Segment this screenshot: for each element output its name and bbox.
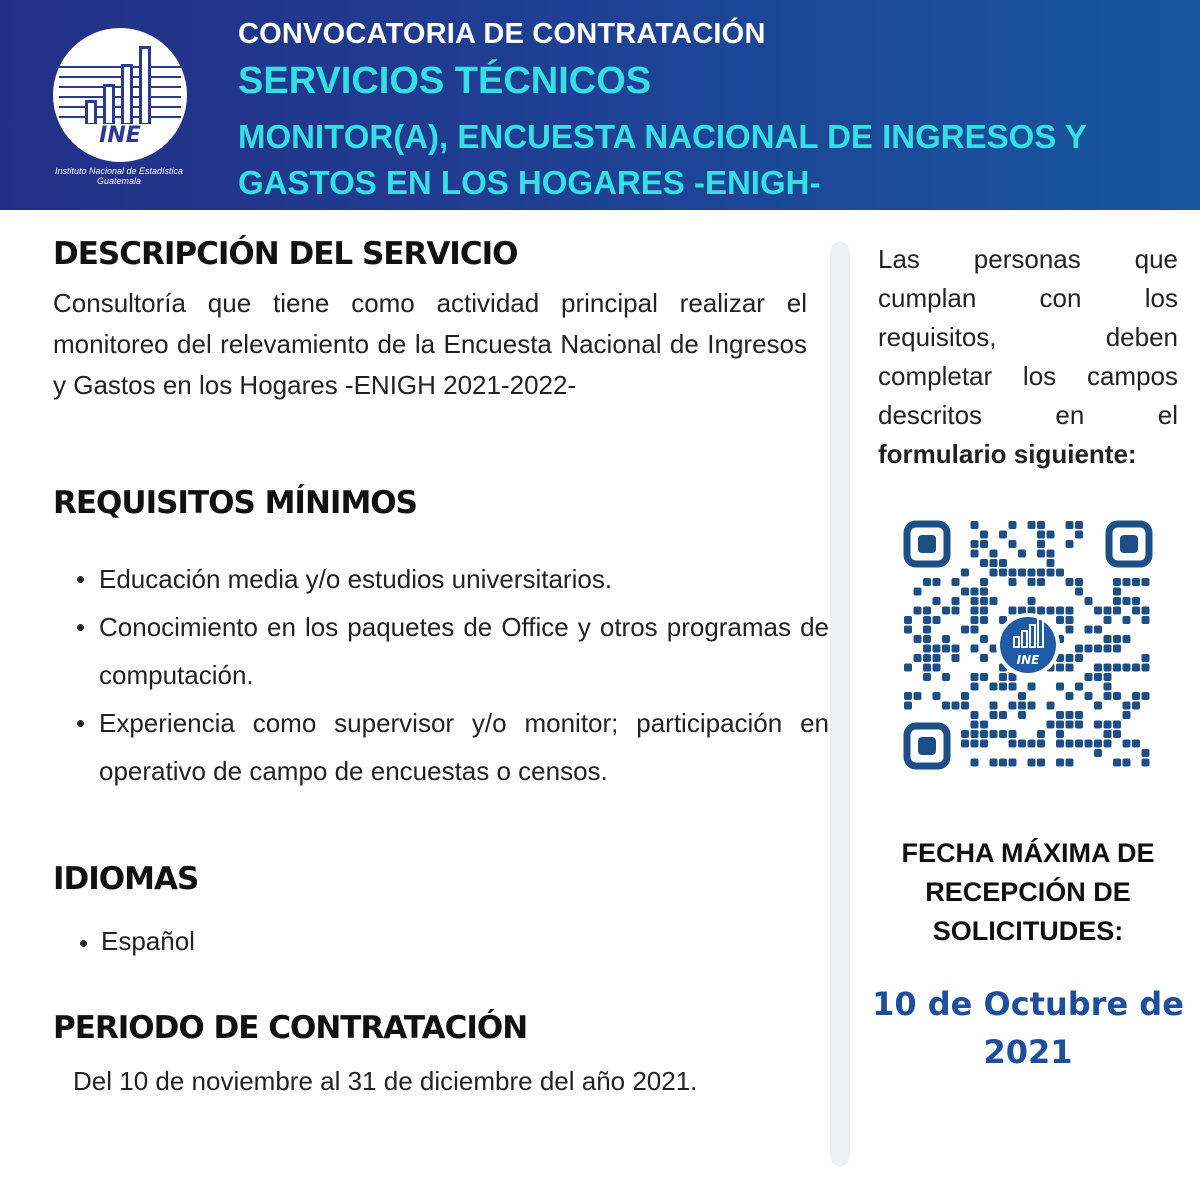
qr-module — [1113, 664, 1121, 672]
instruction-line: completar los campos — [878, 361, 1178, 391]
qr-module — [952, 654, 960, 662]
qr-module — [914, 635, 922, 643]
header-position: MONITOR(A), ENCUESTA NACIONAL DE INGRESOS Y GASTOS EN LOS HOGARES -ENIGH- — [238, 118, 1087, 201]
qr-module — [999, 559, 1007, 567]
qr-module — [1142, 664, 1150, 672]
period-title: PERIODO DE CONTRATACIÓN — [53, 1010, 528, 1046]
qr-module — [1075, 740, 1083, 748]
qr-module — [1123, 702, 1131, 710]
qr-module — [1028, 521, 1036, 529]
qr-module — [1047, 550, 1055, 558]
ine-logo — [53, 28, 187, 162]
qr-module — [1113, 730, 1121, 738]
qr-module — [980, 740, 988, 748]
qr-module — [999, 683, 1007, 691]
qr-module — [1123, 616, 1131, 624]
qr-module — [1075, 531, 1083, 539]
qr-module — [1066, 616, 1074, 624]
instruction-line: Las personas que — [878, 244, 1178, 274]
qr-module — [1113, 721, 1121, 729]
qr-module — [914, 654, 922, 662]
qr-module — [1113, 578, 1121, 586]
qr-module — [1066, 721, 1074, 729]
qr-module — [942, 645, 950, 653]
qr-module — [990, 730, 998, 738]
qr-module — [1104, 635, 1112, 643]
qr-module — [980, 559, 988, 567]
qr-module — [1037, 607, 1045, 615]
qr-module — [971, 740, 979, 748]
languages-title: IDIOMAS — [53, 861, 199, 897]
qr-module — [1085, 740, 1093, 748]
qr-module — [971, 759, 979, 767]
qr-module — [980, 531, 988, 539]
qr-module — [1066, 578, 1074, 586]
qr-module — [1009, 702, 1017, 710]
qr-module — [1075, 654, 1083, 662]
qr-module — [1123, 740, 1131, 748]
qr-module — [933, 578, 941, 586]
qr-module — [990, 683, 998, 691]
qr-module — [1037, 730, 1045, 738]
qr-module — [1018, 550, 1026, 558]
qr-module — [933, 664, 941, 672]
deadline-label: FECHA MÁXIMA DE RECEPCIÓN DE SOLICITUDES: — [901, 838, 1155, 946]
qr-module — [1009, 607, 1017, 615]
qr-module — [914, 692, 922, 700]
qr-module — [971, 597, 979, 605]
qr-module — [1132, 740, 1140, 748]
qr-module — [1066, 664, 1074, 672]
qr-module — [990, 759, 998, 767]
qr-module — [980, 588, 988, 596]
qr-module — [961, 588, 969, 596]
qr-module — [1094, 664, 1102, 672]
qr-module — [1113, 597, 1121, 605]
qr-module — [1104, 664, 1112, 672]
qr-module — [971, 645, 979, 653]
qr-module — [980, 730, 988, 738]
qr-module — [961, 626, 969, 634]
qr-module — [923, 578, 931, 586]
qr-module — [1009, 683, 1017, 691]
qr-module — [1104, 692, 1112, 700]
qr-module — [1047, 531, 1055, 539]
qr-module — [1142, 607, 1150, 615]
qr-module — [942, 607, 950, 615]
qr-module — [1142, 616, 1150, 624]
qr-module — [961, 702, 969, 710]
qr-module — [1028, 683, 1036, 691]
qr-module — [1066, 654, 1074, 662]
qr-module — [999, 730, 1007, 738]
qr-module — [999, 569, 1007, 577]
instruction-bold: formulario siguiente: — [878, 439, 1137, 469]
qr-module — [961, 740, 969, 748]
qr-module — [914, 588, 922, 596]
qr-module — [1142, 578, 1150, 586]
requirement-item: Experiencia como supervisor y/o monitor; participación en operativo de campo de encuestas o censos. — [53, 699, 829, 795]
qr-logo-text: INE — [1016, 653, 1040, 667]
qr-module — [942, 635, 950, 643]
qr-module — [1113, 635, 1121, 643]
qr-module — [1047, 702, 1055, 710]
qr-module — [990, 569, 998, 577]
qr-module — [971, 673, 979, 681]
qr-module — [1075, 578, 1083, 586]
qr-module — [923, 664, 931, 672]
qr-module — [1037, 740, 1045, 748]
qr-module — [1056, 721, 1064, 729]
qr-module — [1094, 626, 1102, 634]
qr-module — [1075, 521, 1083, 529]
qr-module — [1009, 759, 1017, 767]
qr-module — [1028, 569, 1036, 577]
qr-module — [990, 559, 998, 567]
qr-module — [1037, 550, 1045, 558]
qr-module — [1123, 759, 1131, 767]
qr-module — [961, 730, 969, 738]
qr-module — [980, 607, 988, 615]
header-title: CONVOCATORIA DE CONTRATACIÓN — [238, 18, 766, 50]
instruction-line: cumplan con los — [878, 283, 1178, 313]
deadline-date: 10 de Octubre de 2021 — [872, 985, 1184, 1071]
qr-module — [999, 531, 1007, 539]
qr-module — [1056, 607, 1064, 615]
requirement-item: Educación media y/o estudios universitarios. — [53, 555, 829, 603]
qr-module — [980, 597, 988, 605]
qr-module — [1094, 740, 1102, 748]
qr-module — [990, 550, 998, 558]
qr-module — [1132, 578, 1140, 586]
qr-module — [923, 626, 931, 634]
qr-module — [904, 626, 912, 634]
qr-module — [1066, 692, 1074, 700]
qr-module — [1113, 607, 1121, 615]
qr-module — [1104, 645, 1112, 653]
qr-module — [1094, 749, 1102, 757]
qr-module — [999, 711, 1007, 719]
qr-module — [1037, 531, 1045, 539]
qr-module — [1009, 730, 1017, 738]
qr-module — [1037, 521, 1045, 529]
qr-module — [971, 616, 979, 624]
qr-module — [1075, 721, 1083, 729]
instruction-line: descritos en el — [878, 400, 1178, 430]
qr-module — [1104, 683, 1112, 691]
qr-module — [1037, 759, 1045, 767]
qr-module — [971, 550, 979, 558]
qr-module — [1018, 740, 1026, 748]
qr-module — [1009, 521, 1017, 529]
qr-module — [1037, 540, 1045, 548]
qr-module — [1085, 692, 1093, 700]
requirements-list — [53, 555, 829, 795]
sidebar-instructions — [878, 240, 1178, 474]
description-title: DESCRIPCIÓN DEL SERVICIO — [53, 236, 518, 272]
header-banner — [0, 0, 1200, 210]
qr-module — [1075, 711, 1083, 719]
qr-module — [914, 607, 922, 615]
qr-module — [952, 607, 960, 615]
qr-module — [952, 578, 960, 586]
qr-module — [1113, 759, 1121, 767]
qr-module — [1123, 597, 1131, 605]
qr-module — [1066, 711, 1074, 719]
qr-module — [1104, 616, 1112, 624]
qr-module — [1009, 740, 1017, 748]
qr-module — [1085, 626, 1093, 634]
qr-module — [980, 540, 988, 548]
qr-module — [1123, 711, 1131, 719]
qr-module — [971, 711, 979, 719]
qr-module — [1066, 626, 1074, 634]
qr-module — [1056, 740, 1064, 748]
qr-module — [1123, 664, 1131, 672]
qr-module — [971, 626, 979, 634]
qr-module — [1094, 673, 1102, 681]
qr-module — [1113, 692, 1121, 700]
qr-module — [923, 645, 931, 653]
language-item — [80, 926, 195, 957]
qr-module — [1066, 540, 1074, 548]
qr-module — [1047, 559, 1055, 567]
qr-module — [1094, 645, 1102, 653]
qr-module — [952, 702, 960, 710]
qr-module — [1132, 702, 1140, 710]
language-label: Español — [101, 926, 195, 956]
qr-module — [1009, 578, 1017, 586]
qr-module — [1028, 740, 1036, 748]
qr-module — [980, 578, 988, 586]
header-subtitle: SERVICIOS TÉCNICOS — [238, 60, 652, 102]
qr-module — [1142, 654, 1150, 662]
qr-module — [1028, 702, 1036, 710]
qr-module — [1056, 730, 1064, 738]
qr-module — [1056, 616, 1064, 624]
description-text: Consultoría que tiene como actividad principal realizar el monitoreo del relevamiento de la Encuesta Nacional de Ingresos y Gastos en los Hogares -ENIGH 2021-2022- — [53, 288, 807, 400]
qr-module — [1056, 711, 1064, 719]
qr-module — [952, 597, 960, 605]
qr-module — [1104, 721, 1112, 729]
qr-module — [1018, 569, 1026, 577]
qr-module — [1113, 645, 1121, 653]
qr-module — [990, 711, 998, 719]
qr-module — [933, 692, 941, 700]
qr-module — [971, 683, 979, 691]
qr-module — [923, 673, 931, 681]
qr-module — [923, 635, 931, 643]
qr-module — [1142, 749, 1150, 757]
qr-module — [990, 597, 998, 605]
qr-module — [1028, 578, 1036, 586]
qr-module — [980, 654, 988, 662]
qr-module — [1037, 569, 1045, 577]
qr-module — [999, 759, 1007, 767]
qr-module — [961, 569, 969, 577]
qr-module — [980, 673, 988, 681]
qr-module — [1094, 721, 1102, 729]
qr-module — [1104, 607, 1112, 615]
qr-module — [933, 645, 941, 653]
period-text: Del 10 de noviembre al 31 de diciembre del año 2021. — [73, 1066, 698, 1096]
qr-module — [961, 692, 969, 700]
qr-module — [1085, 645, 1093, 653]
instruction-line: requisitos, deben — [878, 322, 1178, 352]
qr-module — [1066, 521, 1074, 529]
requirements-title: REQUISITOS MÍNIMOS — [53, 485, 417, 521]
qr-module — [923, 616, 931, 624]
qr-module — [1047, 721, 1055, 729]
qr-module — [942, 702, 950, 710]
qr-module — [980, 635, 988, 643]
qr-module — [942, 673, 950, 681]
qr-module — [904, 616, 912, 624]
qr-module — [1113, 588, 1121, 596]
qr-module — [1132, 692, 1140, 700]
qr-module — [1085, 673, 1093, 681]
qr-module — [1094, 607, 1102, 615]
qr-module — [971, 521, 979, 529]
qr-module — [1142, 692, 1150, 700]
qr-module — [1047, 607, 1055, 615]
qr-module — [904, 664, 912, 672]
qr-module — [1104, 730, 1112, 738]
qr-module — [1123, 578, 1131, 586]
qr-module — [1075, 683, 1083, 691]
qr-module — [999, 673, 1007, 681]
qr-module — [1142, 759, 1150, 767]
qr-module — [1132, 597, 1140, 605]
qr-module — [980, 616, 988, 624]
qr-code-icon[interactable] — [903, 520, 1153, 770]
qr-module — [1104, 740, 1112, 748]
qr-module — [1075, 645, 1083, 653]
qr-module — [933, 654, 941, 662]
qr-module — [933, 616, 941, 624]
bullet-icon — [80, 940, 87, 947]
logo-caption: Instituto Nacional de Estadística Guatemala — [54, 166, 184, 186]
qr-module — [1056, 664, 1064, 672]
qr-module — [923, 607, 931, 615]
qr-module — [1018, 711, 1026, 719]
qr-module — [1123, 635, 1131, 643]
qr-module — [1132, 664, 1140, 672]
qr-module — [1009, 540, 1017, 548]
qr-module — [1018, 692, 1026, 700]
qr-module — [904, 702, 912, 710]
requirement-item: Conocimiento en los paquetes de Office y otros programas de computación. — [53, 603, 829, 699]
qr-module — [990, 702, 998, 710]
logo-text: INE — [53, 124, 187, 148]
qr-module — [1056, 569, 1064, 577]
qr-module — [1047, 569, 1055, 577]
qr-module — [1094, 702, 1102, 710]
qr-module — [1066, 740, 1074, 748]
qr-module — [971, 607, 979, 615]
qr-module — [1028, 597, 1036, 605]
qr-module — [1132, 607, 1140, 615]
qr-module — [971, 540, 979, 548]
qr-module — [1056, 683, 1064, 691]
qr-module — [971, 721, 979, 729]
qr-module — [923, 654, 931, 662]
qr-module — [980, 721, 988, 729]
qr-module — [1009, 569, 1017, 577]
qr-module — [1056, 759, 1064, 767]
column-divider — [830, 242, 850, 1166]
qr-module — [1037, 578, 1045, 586]
qr-module — [1066, 607, 1074, 615]
qr-module — [952, 645, 960, 653]
qr-module — [1028, 759, 1036, 767]
qr-module — [971, 588, 979, 596]
qr-module — [933, 597, 941, 605]
qr-module — [904, 692, 912, 700]
qr-module — [1018, 702, 1026, 710]
qr-module — [971, 730, 979, 738]
qr-module — [1075, 588, 1083, 596]
qr-module — [1104, 673, 1112, 681]
qr-module — [1066, 759, 1074, 767]
qr-module — [1085, 597, 1093, 605]
